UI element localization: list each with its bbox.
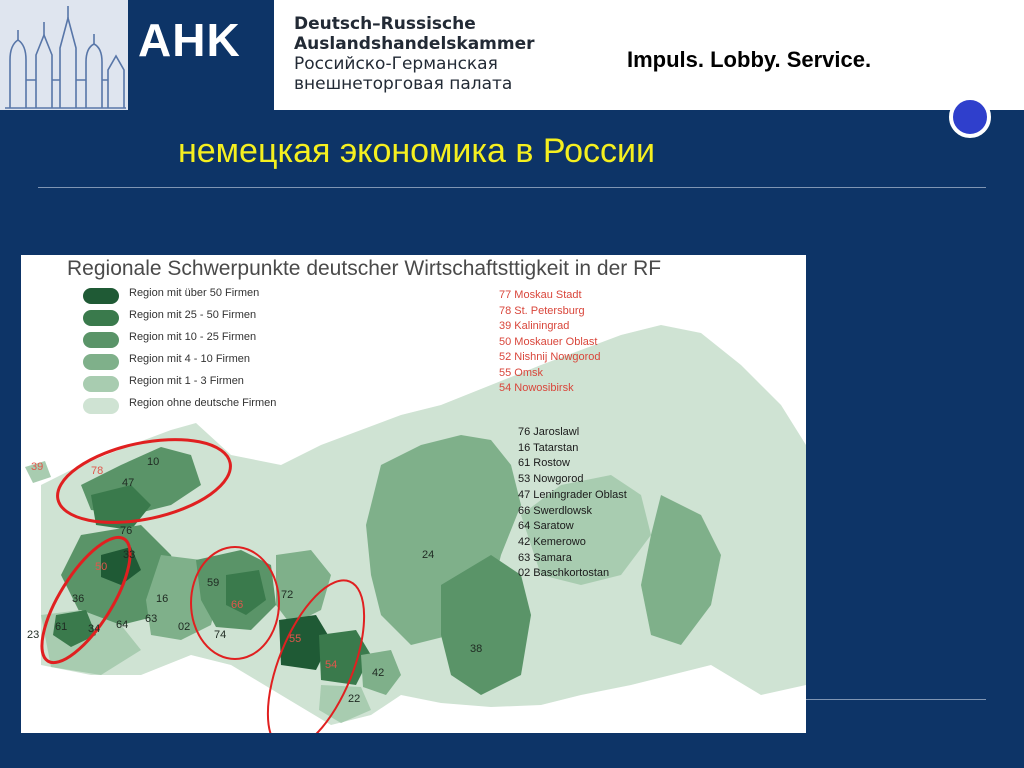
- other-region-item: 64 Saratow: [518, 520, 574, 533]
- region-label-54: 54: [325, 659, 338, 671]
- region-label-55: 55: [289, 633, 302, 645]
- region-label-63: 63: [145, 613, 158, 625]
- top-region-item: 39 Kaliningrad: [499, 320, 570, 332]
- tagline: Impuls. Lobby. Service.: [627, 47, 872, 72]
- region-label-59: 59: [207, 577, 220, 589]
- organization-name: [294, 14, 594, 94]
- other-region-item: 66 Swerdlowsk: [518, 504, 592, 517]
- org-name-ru-line1: Российско-Германская: [294, 54, 498, 74]
- title-divider: [38, 187, 986, 188]
- region-label-64: 64: [116, 619, 129, 631]
- legend-label: Region ohne deutsche Firmen: [129, 397, 277, 409]
- org-name-de-line2: Auslandshandelskammer: [294, 34, 535, 54]
- top-regions-list: [499, 288, 601, 397]
- region-label-78: 78: [91, 465, 104, 477]
- legend-swatch: [83, 332, 119, 348]
- top-region-item: 54 Nowosibirsk: [499, 382, 574, 394]
- other-region-item: 61 Rostow: [518, 457, 570, 470]
- region-label-33: 33: [123, 549, 136, 561]
- top-region-item: 78 St. Petersburg: [499, 304, 585, 317]
- region-label-16: 16: [156, 593, 169, 605]
- legend-label: Region mit 1 - 3 Firmen: [129, 375, 244, 387]
- kremlin-logo-icon: [0, 0, 128, 110]
- top-region-item: 52 Nishnij Nowgorod: [499, 351, 601, 363]
- top-region-item: 55 Omsk: [499, 366, 544, 379]
- region-label-38: 38: [470, 643, 483, 655]
- region-label-72: 72: [281, 589, 294, 601]
- map-graphic: [21, 255, 806, 733]
- org-name-de-line1: Deutsch–Russische: [294, 14, 476, 34]
- other-region-item: 53 Nowgorod: [518, 473, 584, 486]
- org-name-ru-line2: внешнеторговая палата: [294, 74, 513, 94]
- top-region-item: 77 Moskau Stadt: [499, 289, 582, 301]
- legend-swatch: [83, 354, 119, 370]
- legend-swatch: [83, 398, 119, 414]
- legend-swatch: [83, 376, 119, 392]
- region-label-24: 24: [422, 549, 435, 561]
- region-label-34: 34: [88, 623, 101, 635]
- legend-swatch: [83, 310, 119, 326]
- other-region-item: 02 Baschkortostan: [518, 567, 610, 580]
- other-region-item: 47 Leningrader Oblast: [518, 488, 627, 501]
- region-label-42: 42: [372, 667, 385, 679]
- region-label-02: 02: [178, 621, 191, 633]
- other-region-item: 63 Samara: [518, 551, 572, 564]
- legend-label: Region mit 10 - 25 Firmen: [129, 331, 257, 343]
- legend-label: Region mit 4 - 10 Firmen: [129, 353, 251, 365]
- region-label-76: 76: [120, 525, 133, 537]
- region-label-22: 22: [348, 693, 361, 705]
- region-label-47: 47: [122, 477, 135, 489]
- map-heading: Regionale Schwerpunkte deutscher Wirtschaftsttigkeit in der RF: [67, 257, 662, 280]
- region-label-74: 74: [214, 629, 227, 641]
- legend-label: Region mit über 50 Firmen: [129, 287, 260, 299]
- top-region-item: 50 Moskauer Oblast: [499, 335, 598, 348]
- region-label-36: 36: [72, 593, 85, 605]
- legend-label: Region mit 25 - 50 Firmen: [129, 309, 257, 321]
- region-label-61: 61: [55, 621, 68, 633]
- header-band: [0, 0, 1024, 110]
- legend-swatch: [83, 288, 119, 304]
- bottom-divider: [806, 699, 986, 700]
- slide-title: немецкая экономика в России: [178, 132, 655, 170]
- decorative-dot-icon: [949, 96, 991, 138]
- other-region-item: 16 Tatarstan: [518, 441, 579, 454]
- other-region-item: 76 Jaroslawl: [518, 426, 580, 438]
- region-label-23: 23: [27, 629, 40, 641]
- ahk-logo: AHK: [128, 0, 274, 110]
- other-regions-list: [518, 425, 627, 582]
- region-label-50: 50: [95, 561, 108, 573]
- russia-region-map: [21, 255, 806, 733]
- region-label-66: 66: [231, 599, 244, 611]
- region-label-10: 10: [147, 456, 160, 468]
- other-region-item: 42 Kemerowo: [518, 535, 586, 548]
- region-label-39: 39: [31, 461, 44, 473]
